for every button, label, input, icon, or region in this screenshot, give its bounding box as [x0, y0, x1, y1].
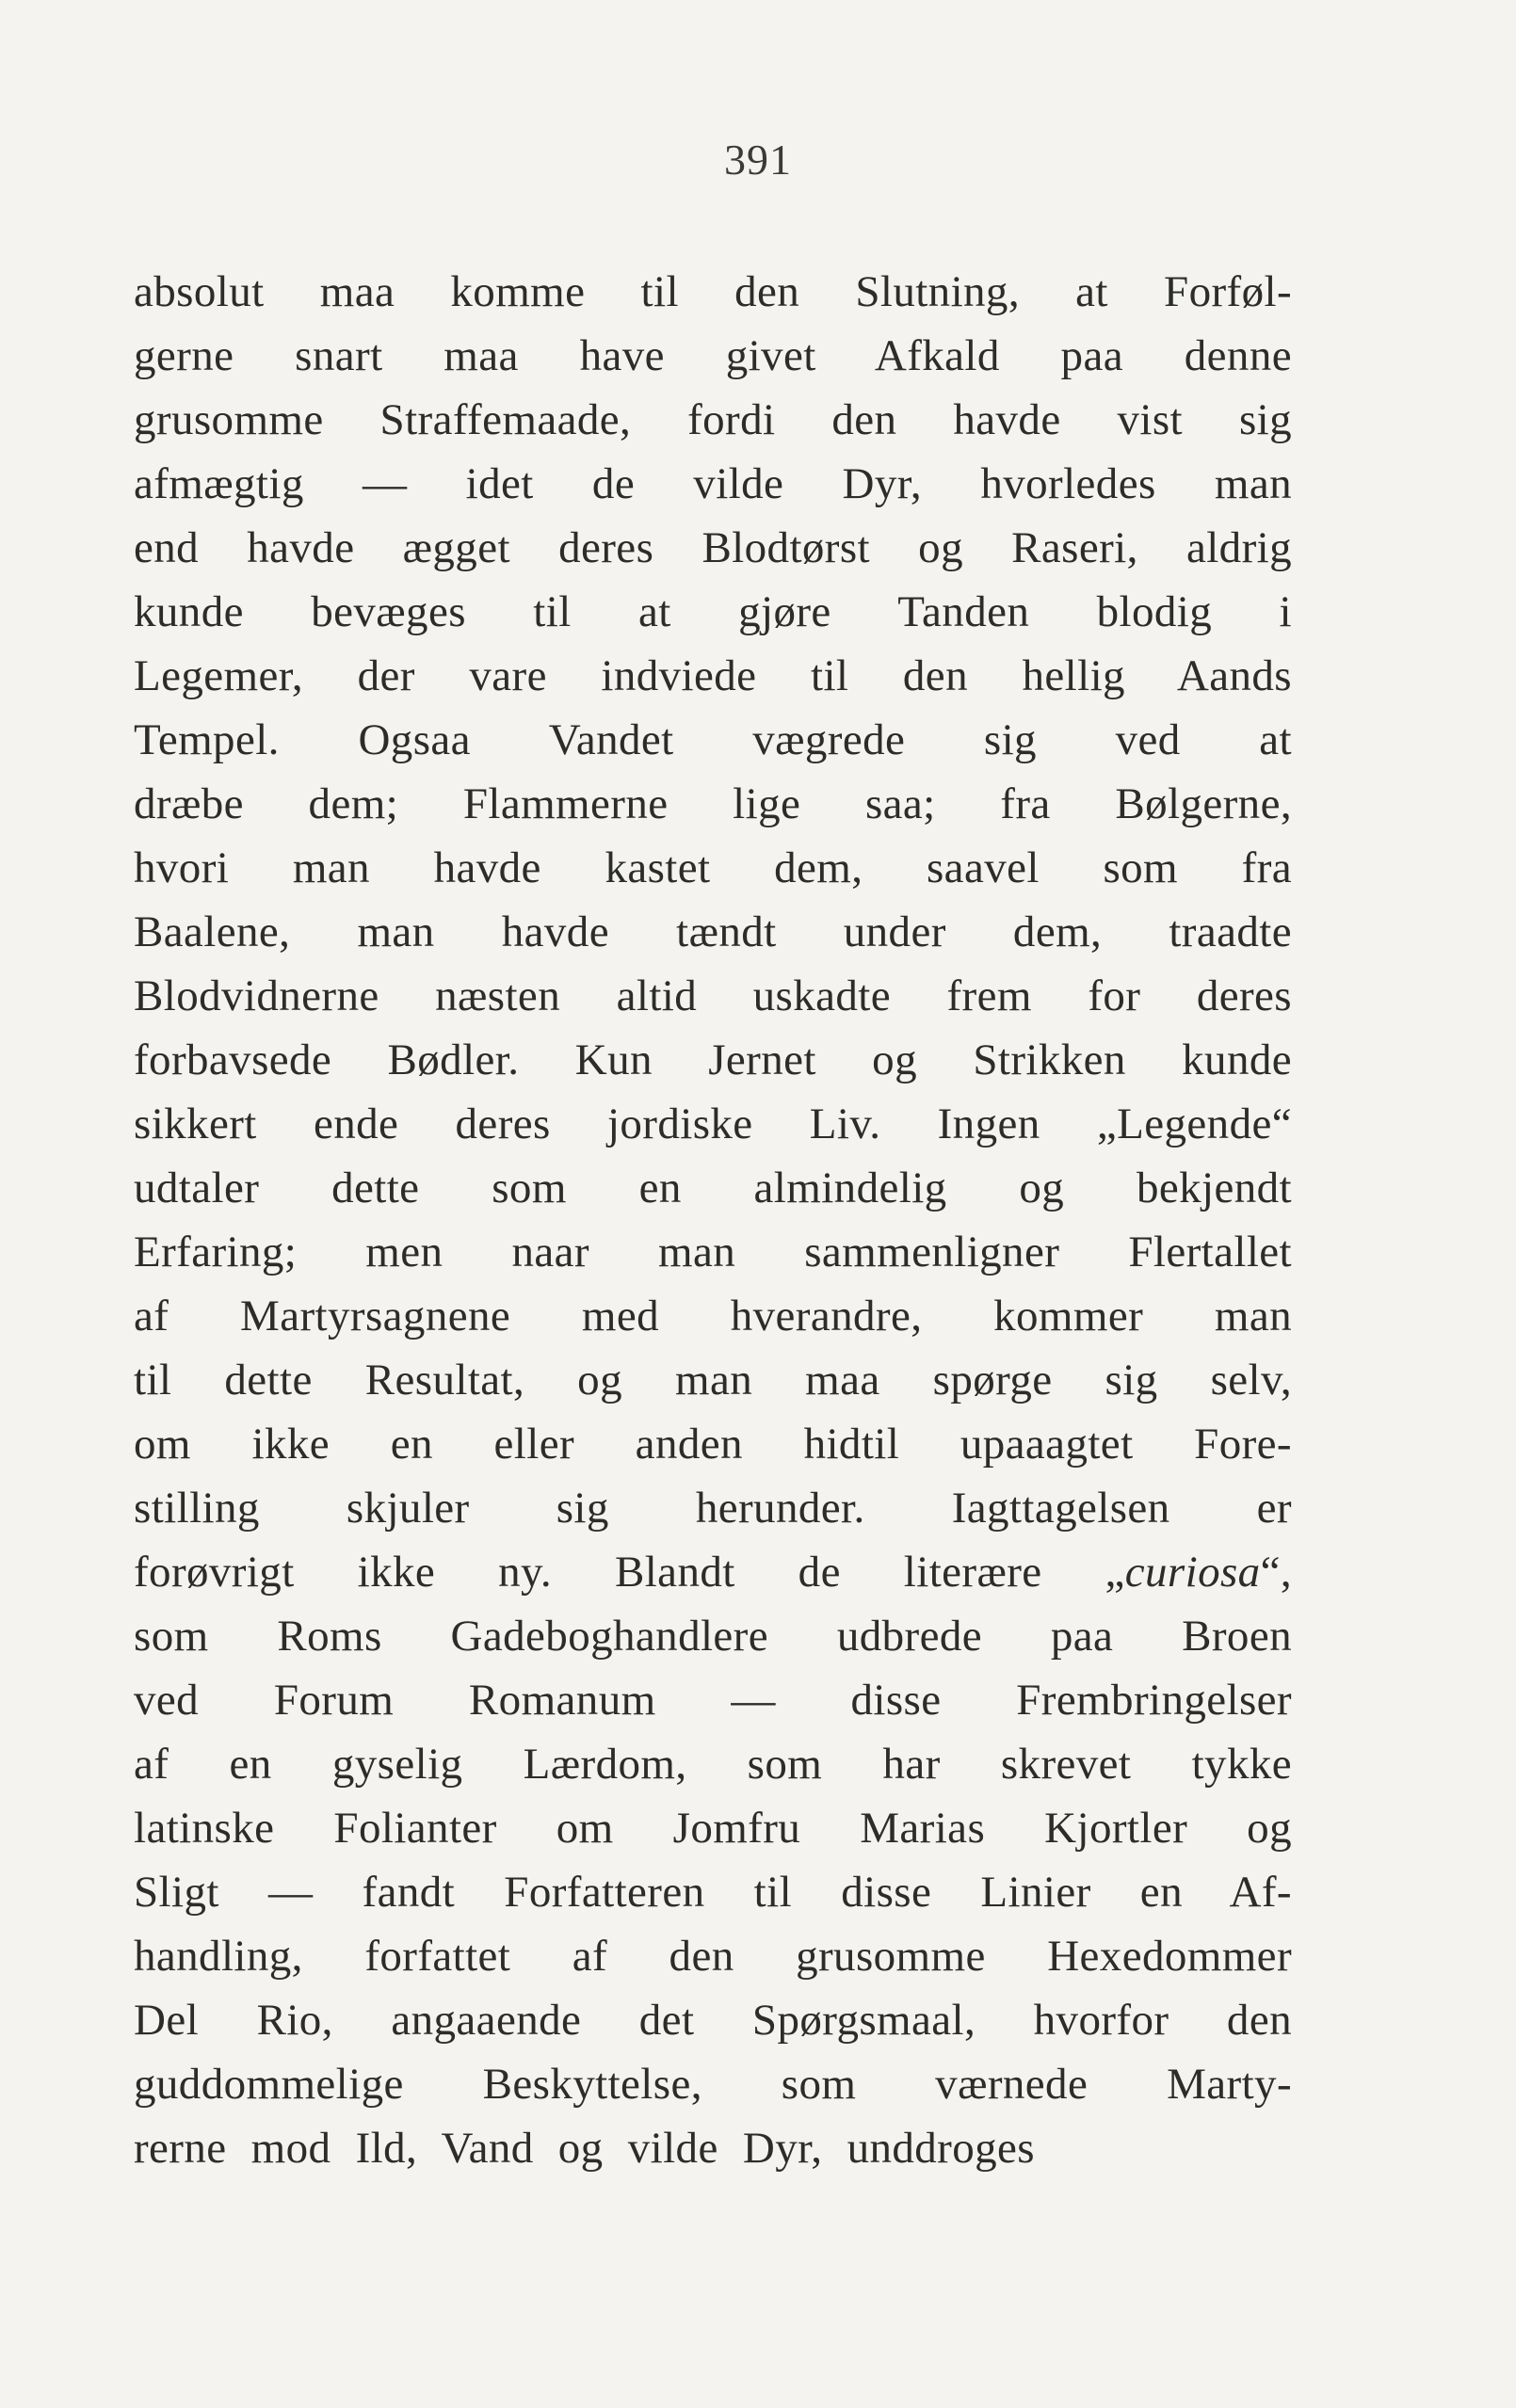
text-line: Tempel. Ogsaa Vandet vægrede sig ved at: [134, 715, 1292, 764]
text-line: gerne snart maa have givet Afkald paa denne: [134, 331, 1292, 380]
text-line: sikkert ende deres jordiske Liv. Ingen „Legende“: [134, 1100, 1292, 1148]
body-text: [134, 260, 1292, 2180]
text-line: af en gyselig Lærdom, som har skrevet tykke: [134, 1740, 1292, 1789]
text-line: forøvrigt ikke ny. Blandt de literære „curiosa“,: [134, 1548, 1292, 1597]
text-line: Erfaring; men naar man sammenligner Flertallet: [134, 1228, 1292, 1276]
text-line: kunde bevæges til at gjøre Tanden blodig i: [134, 587, 1292, 636]
text-line: til dette Resultat, og man maa spørge sig selv,: [134, 1356, 1292, 1405]
text-line: Blodvidnerne næsten altid uskadte frem for deres: [134, 971, 1292, 1020]
text-line: hvori man havde kastet dem, saavel som fra: [134, 843, 1292, 892]
text-line: som Roms Gadeboghandlere udbrede paa Broen: [134, 1612, 1292, 1661]
text-line: af Martyrsagnene med hverandre, kommer man: [134, 1292, 1292, 1340]
text-line: om ikke en eller anden hidtil upaaagtet Fore-: [134, 1420, 1292, 1469]
text-line: Baalene, man havde tændt under dem, traadte: [134, 907, 1292, 956]
text-line: ved Forum Romanum — disse Frembringelser: [134, 1676, 1292, 1725]
text-line: Legemer, der vare indviede til den hellig Aands: [134, 651, 1292, 700]
text-line: Sligt — fandt Forfatteren til disse Linier en Af-: [134, 1868, 1292, 1917]
text-line: Del Rio, angaaende det Spørgsmaal, hvorfor den: [134, 1996, 1292, 2045]
text-line: guddommelige Beskyttelse, som værnede Marty-: [134, 2060, 1292, 2109]
page-number: 391: [724, 136, 792, 184]
text-line: afmægtig — idet de vilde Dyr, hvorledes man: [134, 459, 1292, 508]
text-line: latinske Folianter om Jomfru Marias Kjortler og: [134, 1804, 1292, 1853]
text-line: rerne mod Ild, Vand og vilde Dyr, unddroges: [134, 2124, 1035, 2173]
text-line: forbavsede Bødler. Kun Jernet og Strikken kunde: [134, 1035, 1292, 1084]
text-line: grusomme Straffemaade, fordi den havde vist sig: [134, 395, 1292, 444]
text-line: dræbe dem; Flammerne lige saa; fra Bølgerne,: [134, 779, 1292, 828]
text-line: udtaler dette som en almindelig og bekjendt: [134, 1164, 1292, 1212]
text-line: end havde ægget deres Blodtørst og Raseri, aldrig: [134, 523, 1292, 572]
text-line: stilling skjuler sig herunder. Iagttagelsen er: [134, 1484, 1292, 1533]
italic-word: curiosa: [1124, 1548, 1261, 1597]
text-line: handling, forfattet af den grusomme Hexedommer: [134, 1932, 1292, 1981]
text-line: absolut maa komme til den Slutning, at Forføl-: [134, 267, 1292, 316]
